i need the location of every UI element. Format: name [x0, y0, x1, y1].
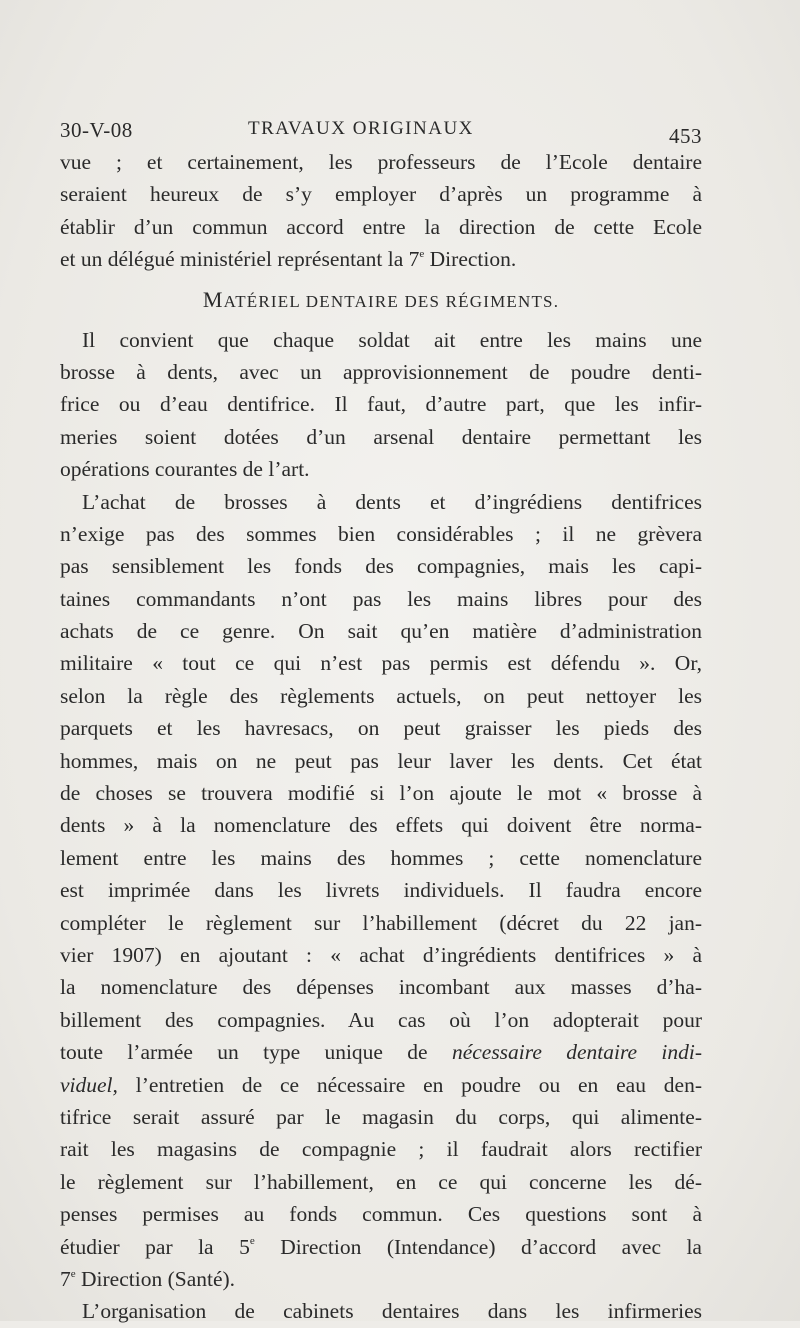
text-line: brosse à dents, avec un approvisionnement de poudre denti-	[60, 359, 702, 384]
running-head	[60, 112, 702, 148]
italic-term: nécessaire dentaire indi-	[451, 1040, 702, 1065]
section-heading	[60, 276, 702, 324]
italic-term: viduel,	[60, 1072, 118, 1097]
text-line	[60, 1231, 702, 1263]
text-segment: toute l’armée un type unique de	[60, 1040, 452, 1065]
text-line: établir d’un commun accord entre la direction de cette Ecole	[60, 214, 702, 239]
text-line: Il convient que chaque soldat ait entre les mains une	[82, 327, 702, 352]
body-text	[60, 146, 702, 1328]
text-line: compléter le règlement sur l’habillement (décret du 22 jan-	[60, 910, 702, 935]
text-line: taines commandants n’ont pas les mains libres pour des	[60, 586, 702, 611]
superscript: e	[249, 1235, 255, 1248]
text-line: opérations courantes de l’art.	[60, 457, 310, 482]
text-segment: étudier par la 5	[60, 1234, 250, 1259]
text-line: militaire « tout ce qui n’est pas permis est défendu ». Or,	[60, 651, 702, 676]
running-head-title: TRAVAUX ORIGINAUX	[248, 118, 474, 139]
text-segment: l’entretien de ce nécessaire en poudre ou en eau den-	[117, 1072, 702, 1097]
text-segment: 7	[60, 1266, 71, 1291]
text-line: L’achat de brosses à dents et d’ingrédiens dentifrices	[82, 489, 702, 514]
text-line: dents » à la nomenclature des effets qui doivent être norma-	[60, 813, 702, 838]
text-line	[60, 1069, 702, 1101]
heading-initial: M	[202, 286, 224, 312]
superscript: e	[70, 1267, 76, 1280]
text-line: de choses se trouvera modifié si l’on ajoute le mot « brosse à	[60, 781, 702, 806]
text-segment: Direction.	[424, 247, 517, 272]
running-head-date: 30-V-08	[60, 118, 133, 142]
text-line: hommes, mais on ne peut pas leur laver les dents. Cet état	[60, 748, 702, 773]
text-line: meries soient dotées d’un arsenal dentaire permettant les	[60, 424, 702, 449]
text-line: selon la règle des règlements actuels, on peut nettoyer les	[60, 683, 702, 708]
text-line: parquets et les havresacs, on peut graisser les pieds des	[60, 716, 702, 741]
text-line	[60, 243, 702, 275]
text-line: achats de ce genre. On sait qu’en matière d’administration	[60, 619, 702, 644]
text-line: seraient heureux de s’y employer d’après un programme à	[60, 182, 702, 207]
page-number: 453	[669, 124, 702, 148]
text-line: n’exige pas des sommes bien considérables ; il ne grèvera	[60, 521, 702, 546]
text-line: billement des compagnies. Au cas où l’on adopterait pour	[60, 1007, 702, 1032]
text-line: L’organisation de cabinets dentaires dans les infirmeries	[82, 1299, 702, 1324]
text-segment: et un délégué ministériel représentant la 7	[60, 247, 420, 272]
heading-rest: ATÉRIEL DENTAIRE DES RÉGIMENTS.	[223, 291, 560, 311]
text-segment: Direction (Intendance) d’accord avec la	[254, 1234, 702, 1259]
text-line: vue ; et certainement, les professeurs de l’Ecole dentaire	[60, 150, 702, 174]
text-line: rait les magasins de compagnie ; il faudrait alors rectifier	[60, 1137, 702, 1162]
text-line: la nomenclature des dépenses incombant aux masses d’ha-	[60, 975, 702, 1000]
text-line: le règlement sur l’habillement, en ce qui concerne les dé-	[60, 1169, 702, 1194]
text-line	[60, 1263, 702, 1295]
text-segment: Direction (Santé).	[75, 1266, 236, 1291]
text-line: vier 1907) en ajoutant : « achat d’ingrédients dentifrices » à	[60, 942, 702, 967]
text-line	[60, 1036, 702, 1068]
text-line: lement entre les mains des hommes ; cette nomenclature	[60, 845, 702, 870]
text-line: pas sensiblement les fonds des compagnies, mais les capi-	[60, 554, 702, 579]
text-line: penses permises au fonds commun. Ces questions sont à	[60, 1202, 702, 1227]
text-line: tifrice serait assuré par le magasin du corps, qui alimente-	[60, 1104, 702, 1129]
text-line: est imprimée dans les livrets individuels. Il faudra encore	[60, 878, 702, 903]
text-line: frice ou d’eau dentifrice. Il faut, d’autre part, que les infir-	[60, 392, 702, 417]
superscript: e	[419, 248, 425, 261]
